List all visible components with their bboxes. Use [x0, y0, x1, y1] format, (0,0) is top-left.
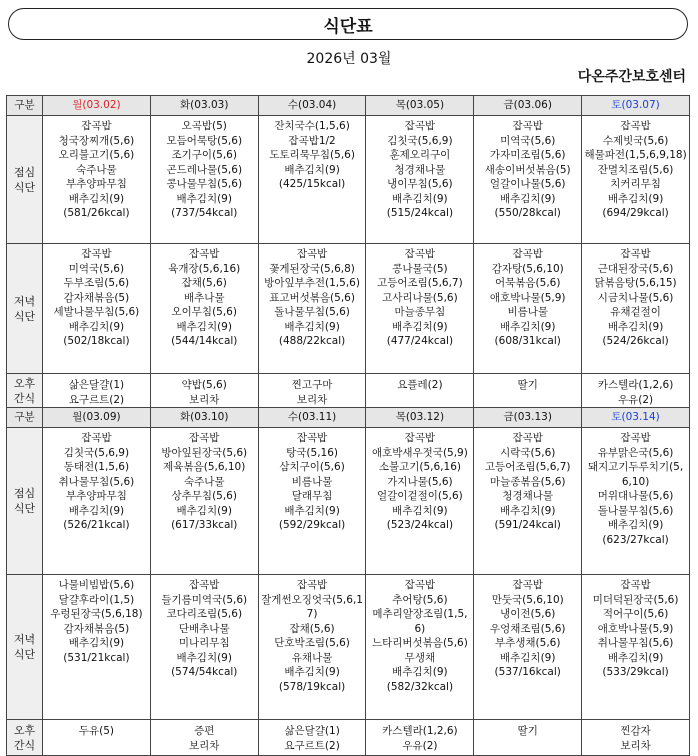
snack-label: 오후 간식 — [7, 374, 43, 408]
menu-item: 배추김치(9) — [68, 192, 125, 205]
menu-item: 돼지고기두루치기(5,6,10) — [587, 461, 684, 488]
menu-item: 김칫국(5,6,9) — [63, 446, 130, 459]
lunch-cell — [43, 116, 151, 244]
menu-item: 배추김치(9) — [392, 666, 448, 678]
menu-item: 달래무침 — [291, 490, 333, 502]
menu-item: 근대된장국(5,6) — [597, 262, 674, 275]
menu-item: 미역국(5,6) — [68, 262, 125, 275]
day-header: 토(03.14) — [582, 408, 690, 428]
menu-item: 딸기 — [517, 725, 538, 737]
day-header: 금(03.06) — [474, 96, 582, 116]
page-title-box — [8, 8, 688, 40]
day-header: 화(03.03) — [150, 96, 258, 116]
menu-item: 잡곡밥 — [404, 120, 436, 132]
menu-item: 적어구이(5,6) — [602, 608, 669, 620]
menu-item: (574/54kcal) — [171, 666, 238, 678]
menu-item: 배추김치(9) — [68, 504, 125, 517]
menu-item: (502/18kcal) — [63, 335, 130, 347]
dinner-cell — [258, 575, 366, 720]
menu-item: 카스텔라(1,2,6) — [597, 379, 674, 391]
menu-item: (694/29kcal) — [602, 207, 669, 219]
menu-item: 제육볶음(5,6,10) — [163, 461, 246, 473]
lunch-cell — [150, 428, 258, 575]
menu-item: 잡곡밥 — [404, 432, 436, 444]
menu-item: 방아잎된장국(5,6) — [161, 446, 248, 459]
menu-item: 치커리무침 — [610, 178, 661, 190]
menu-item: 김칫국(5,6,9) — [387, 134, 453, 147]
menu-item: 배추김치(9) — [392, 320, 448, 333]
lunch-cell — [474, 428, 582, 575]
dinner-label: 저녁 식단 — [7, 575, 43, 720]
menu-item: (533/29kcal) — [602, 666, 669, 678]
menu-item: 보리차 — [620, 739, 651, 752]
menu-item: 냉이전(5,6) — [500, 608, 556, 620]
menu-item: (531/21kcal) — [63, 651, 130, 664]
menu-item: 잡곡밥 — [620, 120, 651, 132]
menu-item: 무생채 — [404, 651, 436, 664]
snack-cell — [150, 374, 258, 408]
menu-item: 도토리묵무침(5,6) — [269, 149, 355, 161]
lunch-cell — [43, 428, 151, 575]
menu-item: 얼갈이나물(5,6) — [489, 178, 566, 190]
menu-item: 배추김치(9) — [607, 519, 664, 531]
menu-item: 두유(5) — [78, 725, 114, 737]
menu-item: 애호박새우젓국(5,9) — [371, 446, 468, 459]
menu-item: 잡곡밥 — [296, 432, 328, 444]
menu-item: 고등어조림(5,6,7) — [377, 277, 463, 289]
menu-item: 가지나물(5,6) — [387, 475, 453, 488]
dinner-cell — [366, 244, 474, 374]
lunch-cell — [366, 428, 474, 575]
menu-item: 보리차 — [189, 393, 220, 406]
menu-item: 우유(2) — [402, 739, 438, 752]
menu-item: 배추김치(9) — [68, 320, 125, 333]
menu-item: (488/22kcal) — [278, 335, 346, 347]
menu-item: 마늘종볶음(5,6) — [489, 475, 566, 488]
dinner-cell — [582, 575, 690, 720]
menu-item: (582/32kcal) — [386, 680, 454, 693]
menu-item: 만둣국(5,6,10) — [491, 593, 564, 606]
menu-item: 배추김치(9) — [500, 320, 556, 333]
menu-item: 배추김치(9) — [392, 504, 448, 517]
menu-item: 잡곡밥 — [512, 248, 543, 260]
menu-item: 요플레(2) — [397, 379, 443, 391]
snack-cell — [258, 720, 366, 756]
menu-item: 미나리무침 — [178, 637, 230, 649]
menu-item: 냉이무침(5,6) — [387, 178, 453, 190]
dinner-cell — [43, 575, 151, 720]
menu-item: 잡채(5,6) — [181, 277, 227, 289]
dinner-cell — [474, 575, 582, 720]
menu-item: (526/21kcal) — [63, 519, 130, 531]
menu-item: (617/33kcal) — [171, 519, 238, 531]
day-header: 금(03.13) — [474, 408, 582, 428]
menu-item: 유채나물 — [291, 651, 333, 664]
menu-item: (537/16kcal) — [494, 666, 561, 678]
menu-item: 배추김치(9) — [176, 192, 232, 205]
menu-item: 증편 — [194, 725, 215, 737]
day-header: 수(03.11) — [258, 408, 366, 428]
snack-cell — [474, 720, 582, 756]
menu-item: 배추김치(9) — [176, 320, 232, 333]
menu-item: 잡곡밥 — [512, 579, 543, 591]
menu-item: 숙주나물 — [183, 475, 225, 488]
menu-item: 잡곡밥 — [404, 248, 436, 260]
menu-item: (623/27kcal) — [602, 533, 669, 546]
menu-item: 보리차 — [189, 739, 220, 752]
menu-item: (544/14kcal) — [171, 335, 238, 347]
menu-item: 배추김치(9) — [500, 192, 556, 205]
menu-item: 추어탕(5,6) — [392, 593, 448, 606]
menu-item: 단호박조림(5,6) — [274, 637, 350, 649]
snack-cell — [43, 374, 151, 408]
menu-item: 잡곡밥1/2 — [288, 134, 336, 147]
menu-item: 달걀후라이(1,5) — [58, 593, 135, 606]
menu-item: 요구르트(2) — [68, 393, 125, 406]
menu-item: 코다리조림(5,6) — [166, 608, 243, 620]
menu-item: (581/26kcal) — [63, 207, 130, 219]
menu-item: (425/15kcal) — [278, 178, 346, 190]
menu-item: 돌나물무침(5,6) — [597, 504, 674, 517]
menu-item: 가자미조림(5,6) — [489, 149, 566, 161]
menu-item: 잘게썬오징엇국(5,6,17) — [261, 593, 363, 620]
dinner-cell — [582, 244, 690, 374]
menu-item: 잡곡밥 — [296, 248, 328, 260]
lunch-cell — [150, 116, 258, 244]
menu-item: 배추김치(9) — [68, 637, 125, 649]
menu-item: (477/24kcal) — [386, 335, 454, 347]
menu-item: 잡곡밥 — [404, 579, 436, 591]
menu-item: 미역국(5,6) — [500, 134, 556, 147]
menu-item: 잔치국수(1,5,6) — [274, 120, 350, 132]
dinner-cell — [366, 575, 474, 720]
menu-item: 고사리나물(5,6) — [382, 291, 458, 304]
menu-item: (550/28kcal) — [494, 207, 561, 219]
menu-item: 삶은달걀(1) — [68, 379, 125, 391]
dinner-cell — [150, 575, 258, 720]
menu-item: 방아잎부추전(1,5,6) — [264, 277, 360, 289]
day-header: 목(03.05) — [366, 96, 474, 116]
menu-item: 부추양파무침 — [65, 178, 127, 190]
menu-item: 우유(2) — [617, 393, 654, 406]
menu-item: 애호박나물(5,9) — [489, 291, 566, 304]
menu-item: 삼치구이(5,6) — [279, 461, 345, 473]
menu-item: 세발나물무침(5,6) — [53, 306, 140, 318]
menu-item: 잡곡밥 — [620, 432, 651, 444]
menu-item: 고등어조림(5,6,7) — [484, 461, 571, 473]
lunch-cell — [258, 428, 366, 575]
menu-item: 유부맑은국(5,6) — [597, 446, 674, 459]
lunch-cell — [582, 116, 690, 244]
menu-item: 꽃게된장국(5,6,8) — [269, 262, 355, 275]
menu-item: (608/31kcal) — [494, 335, 561, 347]
menu-item: 부추양파무침 — [65, 490, 127, 502]
menu-item: 두부조림(5,6) — [63, 277, 130, 289]
menu-item: 딸기 — [517, 379, 538, 391]
menu-item: 배추김치(9) — [176, 504, 232, 517]
menu-item: 카스텔라(1,2,6) — [382, 725, 458, 737]
snack-cell — [43, 720, 151, 756]
menu-item: 감자탕(5,6,10) — [491, 262, 564, 275]
gubun-header: 구분 — [7, 408, 43, 428]
menu-item: 메추리알장조림(1,5,6) — [372, 608, 468, 635]
menu-item: 소불고기(5,6,16) — [378, 461, 461, 473]
menu-item: 잡곡밥 — [512, 120, 543, 132]
menu-item: 나물비빔밥(5,6) — [58, 579, 135, 591]
menu-item: 육개장(5,6,16) — [168, 262, 241, 275]
dinner-cell — [474, 244, 582, 374]
menu-item: 숙주나물 — [76, 163, 117, 176]
menu-item: 얼갈이겉절이(5,6) — [377, 490, 463, 502]
lunch-cell — [582, 428, 690, 575]
menu-item: 잡곡밥 — [189, 432, 220, 444]
menu-item: 들기름미역국(5,6) — [161, 593, 248, 606]
day-header: 수(03.04) — [258, 96, 366, 116]
menu-item: 새송이버섯볶음(5) — [484, 163, 571, 176]
menu-table — [6, 95, 690, 756]
snack-cell — [582, 374, 690, 408]
menu-item: 비름나물 — [507, 306, 549, 318]
menu-item: 배추김치(9) — [607, 320, 664, 333]
menu-item: 배추김치(9) — [176, 651, 232, 664]
menu-item: (523/24kcal) — [386, 519, 454, 531]
snack-cell — [474, 374, 582, 408]
menu-item: 잡곡밥 — [81, 432, 112, 444]
menu-item: 잡채(5,6) — [289, 622, 335, 635]
menu-item: 오이무침(5,6) — [171, 306, 237, 318]
snack-cell — [258, 374, 366, 408]
menu-item: (578/19kcal) — [278, 680, 346, 693]
menu-item: 표고버섯볶음(5,6) — [269, 291, 355, 304]
menu-item: 잡곡밥 — [620, 248, 651, 260]
center-name: 다온주간보호센터 — [577, 69, 686, 85]
menu-item: (591/24kcal) — [494, 519, 561, 531]
menu-item: (515/24kcal) — [386, 207, 454, 219]
day-header: 월(03.02) — [43, 96, 151, 116]
menu-item: 애호박나물(5,9) — [597, 622, 674, 635]
menu-item: 취나물무침(5,6) — [597, 637, 674, 649]
menu-item: 찐고구마 — [291, 379, 333, 391]
day-header: 월(03.09) — [43, 408, 151, 428]
snack-cell — [582, 720, 690, 756]
menu-item: 해물파전(1,5,6,9,18) — [584, 149, 687, 161]
menu-item: 모듬어묵탕(5,6) — [166, 134, 243, 147]
day-header: 토(03.07) — [582, 96, 690, 116]
menu-item: 동태전(1,5,6) — [63, 461, 130, 473]
menu-item: 부추생채(5,6) — [494, 637, 561, 649]
lunch-cell — [474, 116, 582, 244]
menu-item: 조기구이(5,6) — [171, 149, 237, 161]
menu-item: 탕국(5,16) — [286, 446, 338, 459]
lunch-label: 점심 식단 — [7, 116, 43, 244]
dinner-cell — [150, 244, 258, 374]
dinner-cell — [43, 244, 151, 374]
menu-item: 잡곡밥 — [81, 248, 112, 260]
menu-item: 돌나물무침(5,6) — [274, 306, 350, 318]
menu-item: 단배추나물 — [178, 622, 230, 635]
menu-item: (592/29kcal) — [278, 519, 346, 531]
menu-item: 수제빗국(5,6) — [602, 134, 669, 147]
menu-item: 찐감자 — [620, 725, 651, 737]
menu-item: 오곡밥(5) — [181, 120, 227, 132]
menu-item: 취나물무침(5,6) — [58, 475, 135, 488]
menu-item: 배추김치(9) — [284, 504, 340, 517]
menu-item: 시금치나물(5,6) — [597, 291, 674, 304]
menu-item: 잡곡밥 — [620, 579, 651, 591]
menu-item: 잡곡밥 — [81, 120, 112, 132]
menu-item: 콩나물국(5) — [392, 262, 448, 275]
menu-item: 배추김치(9) — [284, 320, 340, 333]
menu-item: 삶은달걀(1) — [284, 725, 340, 737]
menu-item: 훈제오리구이 — [389, 149, 451, 161]
menu-item: 미더덕된장국(5,6) — [592, 593, 679, 606]
menu-item: 시락국(5,6) — [500, 446, 556, 459]
gubun-header: 구분 — [7, 96, 43, 116]
menu-item: 청경채나물 — [502, 490, 554, 502]
menu-item: 닭볶음탕(5,6,15) — [594, 277, 677, 289]
menu-item: 배추김치(9) — [500, 651, 556, 664]
menu-item: 느타리버섯볶음(5,6) — [371, 637, 468, 649]
snack-label: 오후 간식 — [7, 720, 43, 756]
day-header: 목(03.12) — [366, 408, 474, 428]
menu-item: 보리차 — [296, 393, 328, 406]
menu-item: 오리불고기(5,6) — [58, 149, 135, 161]
menu-item: 잡곡밥 — [189, 579, 220, 591]
month-label: 2026년 03월 — [306, 51, 392, 67]
menu-item: 청경채나물 — [394, 163, 446, 176]
lunch-cell — [258, 116, 366, 244]
menu-item: 어묵볶음(5,6) — [494, 277, 561, 289]
menu-item: 콩나물무침(5,6) — [166, 178, 243, 190]
menu-item: 상추무침(5,6) — [171, 490, 237, 502]
menu-item: 배추김치(9) — [392, 192, 448, 205]
menu-item: 감자채볶음(5) — [63, 291, 130, 304]
menu-item: 잡곡밥 — [189, 248, 220, 260]
lunch-cell — [366, 116, 474, 244]
menu-item: 약밥(5,6) — [181, 379, 227, 391]
menu-item: 잔멸치조림(5,6) — [597, 163, 674, 176]
menu-item: 배추김치(9) — [284, 666, 340, 678]
menu-item: 배추김치(9) — [500, 504, 556, 517]
lunch-label: 점심 식단 — [7, 428, 43, 575]
menu-item: 머위대나물(5,6) — [597, 490, 674, 502]
menu-item: 감자채볶음(5) — [63, 622, 130, 635]
dinner-cell — [258, 244, 366, 374]
menu-item: 우엉채조림(5,6) — [489, 622, 566, 635]
menu-item: (737/54kcal) — [171, 207, 238, 219]
menu-item: 유채겉절이 — [610, 306, 661, 318]
menu-item: 청국장찌개(5,6) — [58, 134, 135, 147]
page-title: 식단표 — [323, 16, 373, 37]
snack-cell — [366, 720, 474, 756]
menu-item: 우렁된장국(5,6,18) — [50, 608, 143, 620]
menu-item: 비름나물 — [291, 475, 333, 488]
menu-item: 배추나물 — [183, 291, 225, 304]
menu-item: 요구르트(2) — [284, 739, 340, 752]
menu-item: 마늘종무침 — [394, 306, 446, 318]
snack-cell — [150, 720, 258, 756]
menu-item: (524/26kcal) — [602, 335, 669, 347]
day-header: 화(03.10) — [150, 408, 258, 428]
menu-item: 잡곡밥 — [296, 579, 328, 591]
menu-item: 배추김치(9) — [607, 192, 664, 205]
menu-item: 배추김치(9) — [284, 163, 340, 176]
menu-item: 배추김치(9) — [607, 651, 664, 664]
dinner-label: 저녁 식단 — [7, 244, 43, 374]
menu-item: 곤드레나물(5,6) — [166, 163, 243, 176]
menu-item: 잡곡밥 — [512, 432, 543, 444]
snack-cell — [366, 374, 474, 408]
